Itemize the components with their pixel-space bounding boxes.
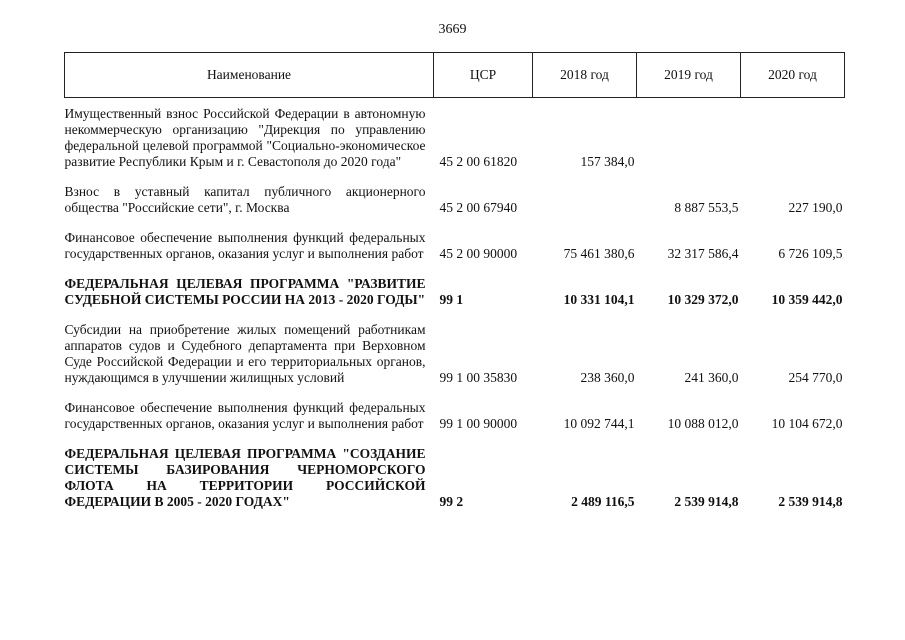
table-header-row <box>65 53 845 98</box>
row-2020: 2 539 914,8 <box>778 494 843 509</box>
row-name: Имущественный взнос Российской Федерации в автономную некоммерческую организацию "Дирекция по управлению федеральной целевой программой "Социально-экономическое развитие Республики Крым и г. Севастополя до 2020 года" <box>64 106 426 169</box>
row-2020 <box>741 98 845 171</box>
row-2018: 10 331 104,1 <box>563 292 635 307</box>
table-row-program <box>65 262 845 308</box>
row-2020: 227 190,0 <box>788 200 843 215</box>
header-2019: 2019 год <box>637 53 741 98</box>
row-csr: 45 2 00 90000 <box>439 246 518 261</box>
row-2019: 10 088 012,0 <box>667 416 739 431</box>
row-2020: 10 104 672,0 <box>771 416 843 431</box>
table-row <box>65 308 845 386</box>
budget-table <box>64 52 845 510</box>
row-2018 <box>533 170 637 216</box>
table-row <box>65 386 845 432</box>
row-name: Финансовое обеспечение выполнения функций федеральных государственных органов, оказания услуг и выполнения работ <box>64 400 426 431</box>
table-row <box>65 216 845 262</box>
row-2018: 75 461 380,6 <box>563 246 635 261</box>
row-csr: 99 2 <box>439 494 464 509</box>
row-name: ФЕДЕРАЛЬНАЯ ЦЕЛЕВАЯ ПРОГРАММА "СОЗДАНИЕ СИСТЕМЫ БАЗИРОВАНИЯ ЧЕРНОМОРСКОГО ФЛОТА НА ТЕРРИТОРИИ РОССИЙСКОЙ ФЕДЕРАЦИИ В 2005 - 2020 ГОДАХ" <box>64 446 426 509</box>
row-2020: 6 726 109,5 <box>778 246 843 261</box>
header-csr: ЦСР <box>434 53 533 98</box>
row-csr: 99 1 00 35830 <box>439 370 518 385</box>
row-name: Субсидии на приобретение жилых помещений работникам аппаратов судов и Судебного департамента при Верховном Суде Российской Федерации и его территориальных органов, нуждающимся в улучшении жилищных условий <box>64 322 426 385</box>
row-name: Финансовое обеспечение выполнения функций федеральных государственных органов, оказания услуг и выполнения работ <box>64 230 426 261</box>
row-2019: 8 887 553,5 <box>674 200 739 215</box>
header-2020: 2020 год <box>741 53 845 98</box>
row-2020: 254 770,0 <box>788 370 843 385</box>
row-name: Взнос в уставный капитал публичного акционерного общества "Российские сети", г. Москва <box>64 184 426 215</box>
row-csr: 99 1 00 90000 <box>439 416 518 431</box>
page-number: 3669 <box>438 22 467 37</box>
row-2018: 157 384,0 <box>580 154 635 169</box>
row-2020: 10 359 442,0 <box>771 292 843 307</box>
header-2018: 2018 год <box>533 53 637 98</box>
row-2018: 10 092 744,1 <box>563 416 635 431</box>
row-csr: 99 1 <box>439 292 464 307</box>
row-2019: 2 539 914,8 <box>674 494 739 509</box>
row-2018: 238 360,0 <box>580 370 635 385</box>
row-2019 <box>637 98 741 171</box>
row-csr: 45 2 00 61820 <box>439 154 518 169</box>
row-name: ФЕДЕРАЛЬНАЯ ЦЕЛЕВАЯ ПРОГРАММА "РАЗВИТИЕ СУДЕБНОЙ СИСТЕМЫ РОССИИ НА 2013 - 2020 ГОДЫ" <box>64 276 426 307</box>
row-csr: 45 2 00 67940 <box>439 200 518 215</box>
row-2019: 241 360,0 <box>684 370 739 385</box>
table-row <box>65 98 845 171</box>
header-name: Наименование <box>65 53 434 98</box>
row-2019: 10 329 372,0 <box>667 292 739 307</box>
table-row <box>65 170 845 216</box>
row-2018: 2 489 116,5 <box>571 494 635 509</box>
table-row-program <box>65 432 845 510</box>
row-2019: 32 317 586,4 <box>667 246 739 261</box>
